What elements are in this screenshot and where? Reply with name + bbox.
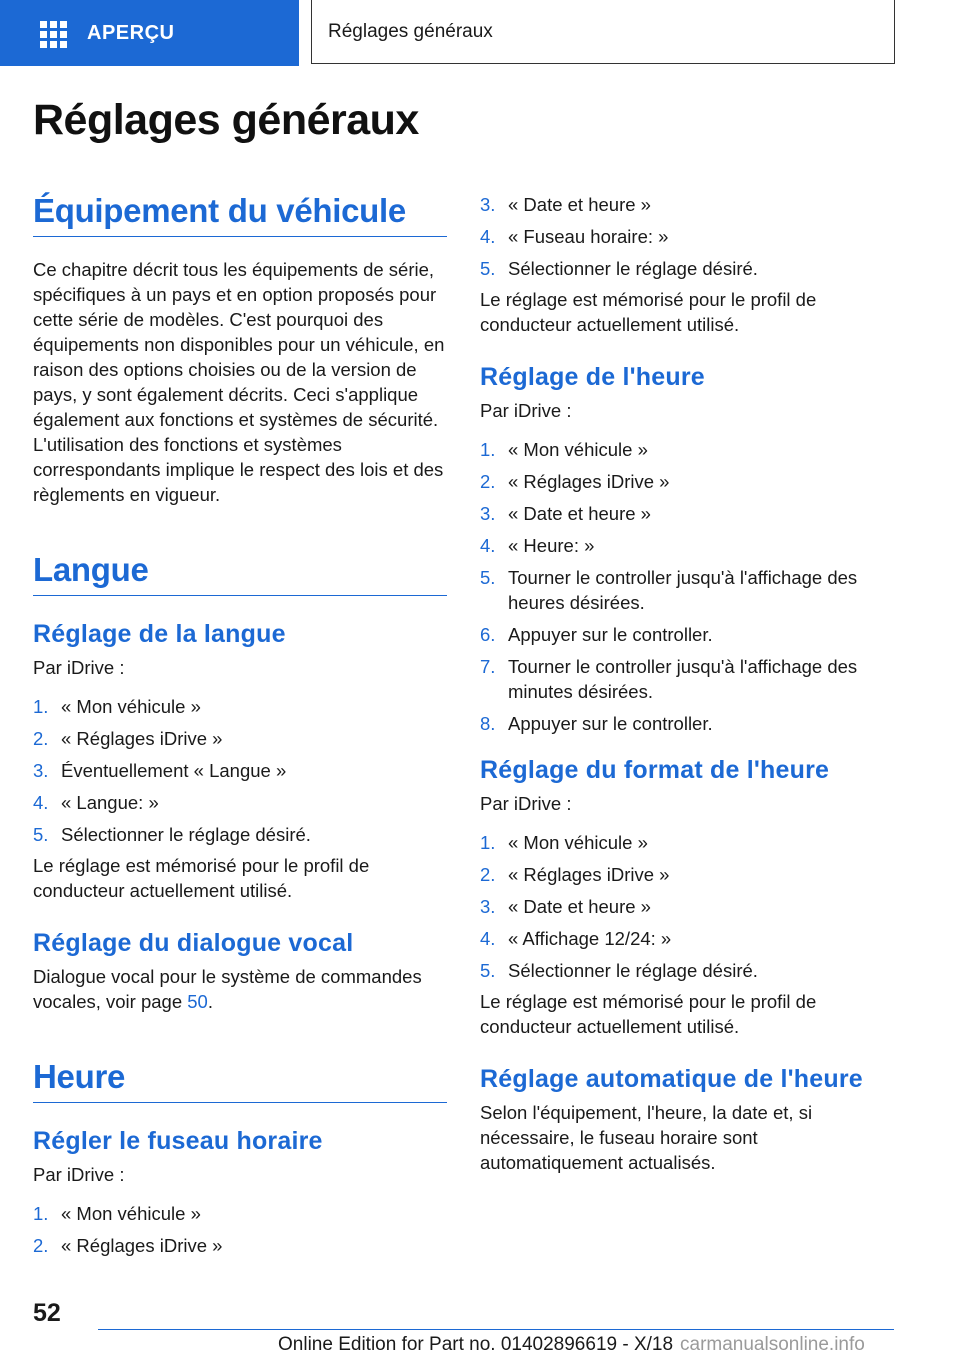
page-link-50[interactable]: 50 xyxy=(187,991,208,1012)
reglage-automatique-text: Selon l'équipement, l'heure, la date et, si nécessaire, le fuseau horaire sont automatiquement actualisés. xyxy=(480,1102,813,1173)
subheading-format-heure: Réglage du format de l'heure xyxy=(480,756,830,784)
intro-format-heure: Par iDrive : xyxy=(480,793,572,814)
list-item: 8. Appuyer sur le controller. xyxy=(480,713,713,734)
subheading-reglage-heure: Réglage de l'heure xyxy=(480,363,705,391)
right-column xyxy=(480,192,894,1175)
page-number: 52 xyxy=(33,1299,61,1327)
subheading-fuseau-horaire: Régler le fuseau horaire xyxy=(33,1127,323,1155)
grid-menu-icon xyxy=(40,21,67,46)
list-item: 2. « Réglages iDrive » xyxy=(33,1235,223,1256)
list-item: 4. « Affichage 12/24: » xyxy=(480,928,672,949)
steps-format-heure xyxy=(480,830,894,983)
steps-fuseau-horaire-part1 xyxy=(33,1201,447,1258)
list-item: 2. « Réglages iDrive » xyxy=(33,728,223,749)
list-item: 3. « Date et heure » xyxy=(480,896,651,917)
breadcrumb-label: Réglages généraux xyxy=(328,20,493,42)
equipement-body: Ce chapitre décrit tous les équipements de série, spécifiques à un pays et en option proposés pour cette série de modèles. C'est pourquoi des équipements non disponibles pour un véhicule, en raison des options choisies ou de la version de pays, y sont également décrits. Ceci s'applique également aux fonctions et systèmes de sécurité. L'utilisation des fonctions et systèmes correspondants implique le respect des lois et des règlements en vigueur. xyxy=(33,259,445,505)
page-title: Réglages généraux xyxy=(33,96,419,144)
watermark: carmanualsonline.info xyxy=(680,1334,865,1355)
list-item: 5. Sélectionner le réglage désiré. xyxy=(480,960,758,981)
note-reglage-langue: Le réglage est mémorisé pour le profil de conducteur actuellement utilisé. xyxy=(33,855,370,901)
list-item: 1. « Mon véhicule » xyxy=(33,1203,201,1224)
overview-tab[interactable] xyxy=(0,0,299,66)
steps-reglage-heure xyxy=(480,437,894,736)
list-item: 5. Sélectionner le réglage désiré. xyxy=(480,258,758,279)
steps-fuseau-horaire-part2 xyxy=(480,192,894,281)
note-format-heure: Le réglage est mémorisé pour le profil de conducteur actuellement utilisé. xyxy=(480,991,817,1037)
section-heading-langue: Langue xyxy=(33,551,447,596)
list-item: 4. « Heure: » xyxy=(480,535,595,556)
intro-reglage-heure: Par iDrive : xyxy=(480,400,572,421)
dialogue-vocal-text: Dialogue vocal pour le système de commandes vocales, voir page 50. xyxy=(33,966,422,1012)
list-item: 1. « Mon véhicule » xyxy=(33,696,201,717)
intro-fuseau-horaire: Par iDrive : xyxy=(33,1164,125,1185)
list-item: 5. Sélectionner le réglage désiré. xyxy=(33,824,311,845)
list-item: 6. Appuyer sur le controller. xyxy=(480,624,713,645)
section-heading-equipement: Équipement du véhicule xyxy=(33,192,447,237)
list-item: 3. « Date et heure » xyxy=(480,503,651,524)
list-item: 3. « Date et heure » xyxy=(480,194,651,215)
subheading-reglage-automatique: Réglage automatique de l'heure xyxy=(480,1065,863,1093)
list-item: 5. Tourner le controller jusqu'à l'affichage des heures désirées. xyxy=(480,567,858,613)
list-item: 1. « Mon véhicule » xyxy=(480,832,648,853)
list-item: 4. « Fuseau horaire: » xyxy=(480,226,669,247)
list-item: 4. « Langue: » xyxy=(33,792,159,813)
subheading-dialogue-vocal: Réglage du dialogue vocal xyxy=(33,929,354,957)
list-item: 7. Tourner le controller jusqu'à l'affichage des minutes désirées. xyxy=(480,656,858,702)
list-item: 3. Éventuellement « Langue » xyxy=(33,760,287,781)
left-column xyxy=(33,192,447,1265)
footer-divider xyxy=(98,1329,894,1330)
footer-edition: Online Edition for Part no. 01402896619 - X/18 xyxy=(278,1334,674,1355)
list-item: 2. « Réglages iDrive » xyxy=(480,864,670,885)
intro-reglage-langue: Par iDrive : xyxy=(33,657,125,678)
list-item: 2. « Réglages iDrive » xyxy=(480,471,670,492)
breadcrumb xyxy=(311,0,895,64)
steps-reglage-langue xyxy=(33,694,447,847)
note-fuseau-horaire: Le réglage est mémorisé pour le profil de conducteur actuellement utilisé. xyxy=(480,289,817,335)
subheading-reglage-langue: Réglage de la langue xyxy=(33,620,286,648)
section-heading-heure: Heure xyxy=(33,1058,447,1103)
overview-tab-label: APERÇU xyxy=(87,21,175,44)
list-item: 1. « Mon véhicule » xyxy=(480,439,648,460)
